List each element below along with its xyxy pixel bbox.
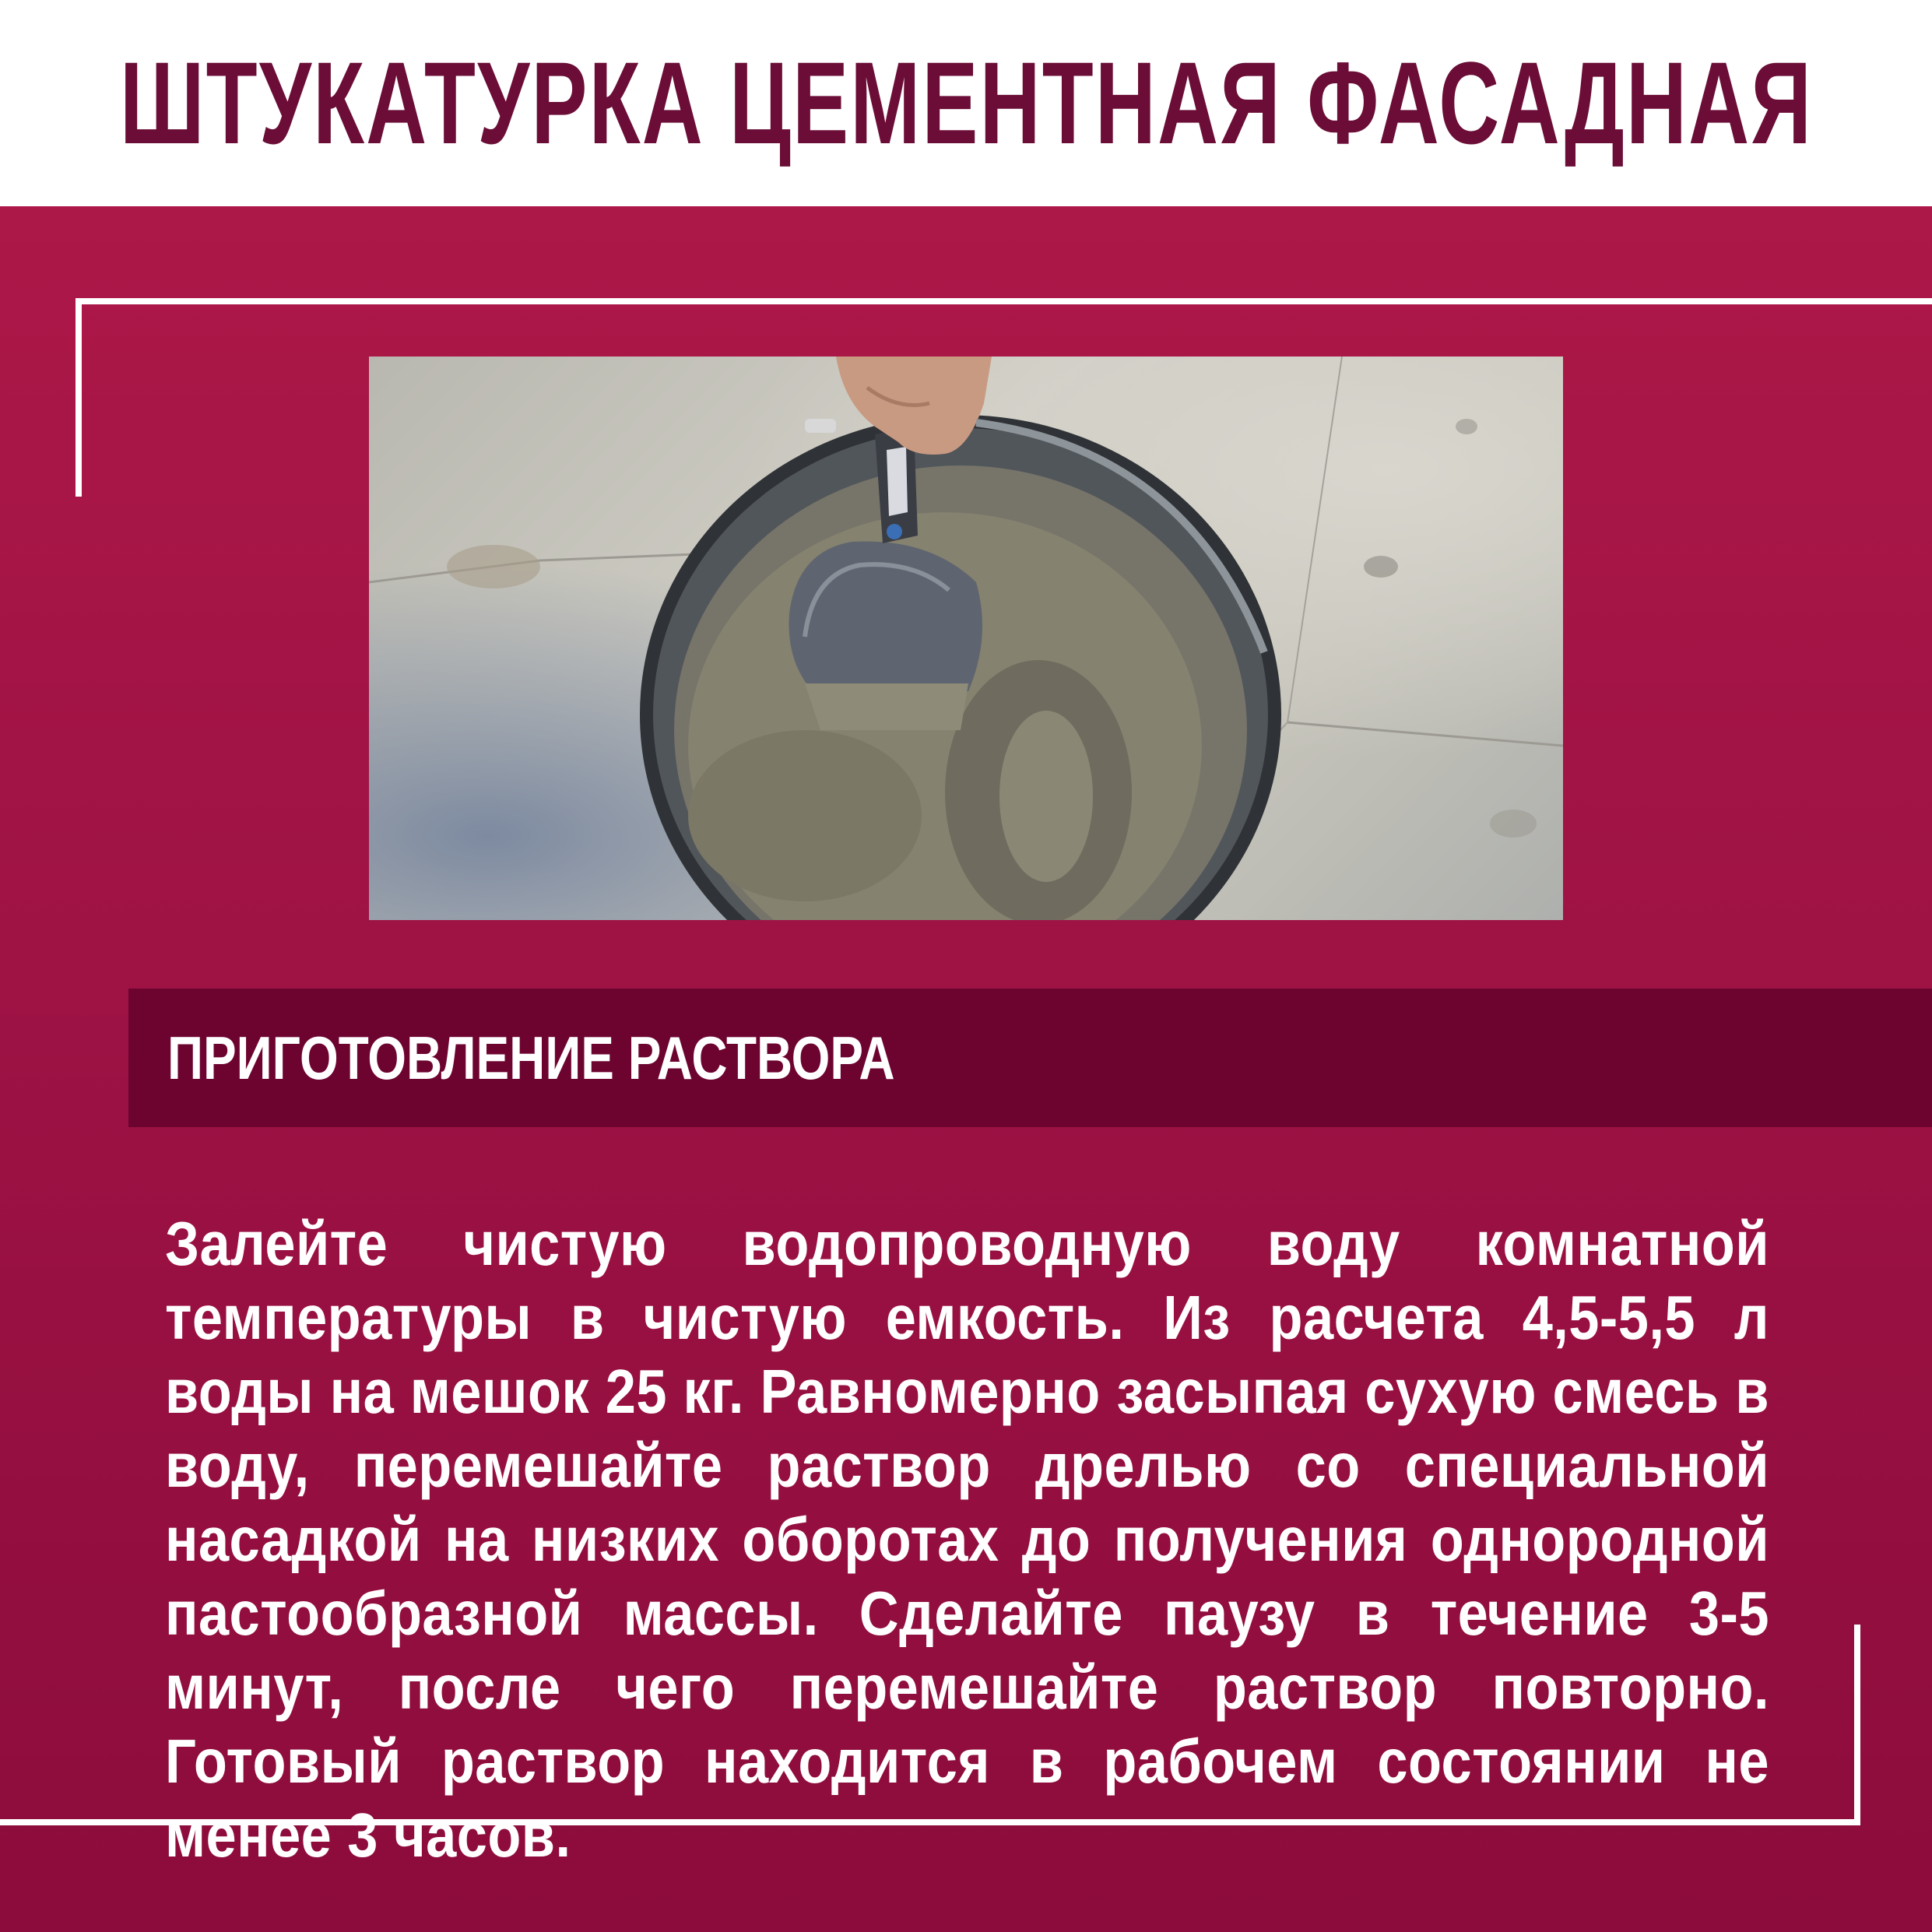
- frame-line-right: [1854, 1625, 1860, 1825]
- bucket-illustration: [369, 357, 1563, 920]
- instructions-text: Залейте чистую водопроводную воду комнатной температуры в чистую емкость. Из расчета 4,5-5,5 л воды на мешок 25 кг. Равномерно засыпая сухую смесь в воду, перемешайте раствор дрелью со специальной насадкой на низких оборотах до получения однородной пастообразной массы. Сделайте паузу в течение 3-5 минут, после чего перемешайте раствор повторно. Готовый раствор находится в рабочем состоянии не менее 3 часов.: [165, 1209, 1769, 1870]
- section-header-bar: [128, 989, 1932, 1127]
- header: [0, 0, 1932, 206]
- mixing-bucket-photo: [369, 357, 1563, 920]
- section-title: ПРИГОТОВЛЕНИЕ РАСТВОРА: [167, 1023, 895, 1092]
- frame-line-left: [76, 298, 82, 497]
- page-title: ШТУКАТУРКА ЦЕМЕНТНАЯ ФАСАДНАЯ: [119, 37, 1813, 168]
- frame-line-top: [76, 298, 1932, 304]
